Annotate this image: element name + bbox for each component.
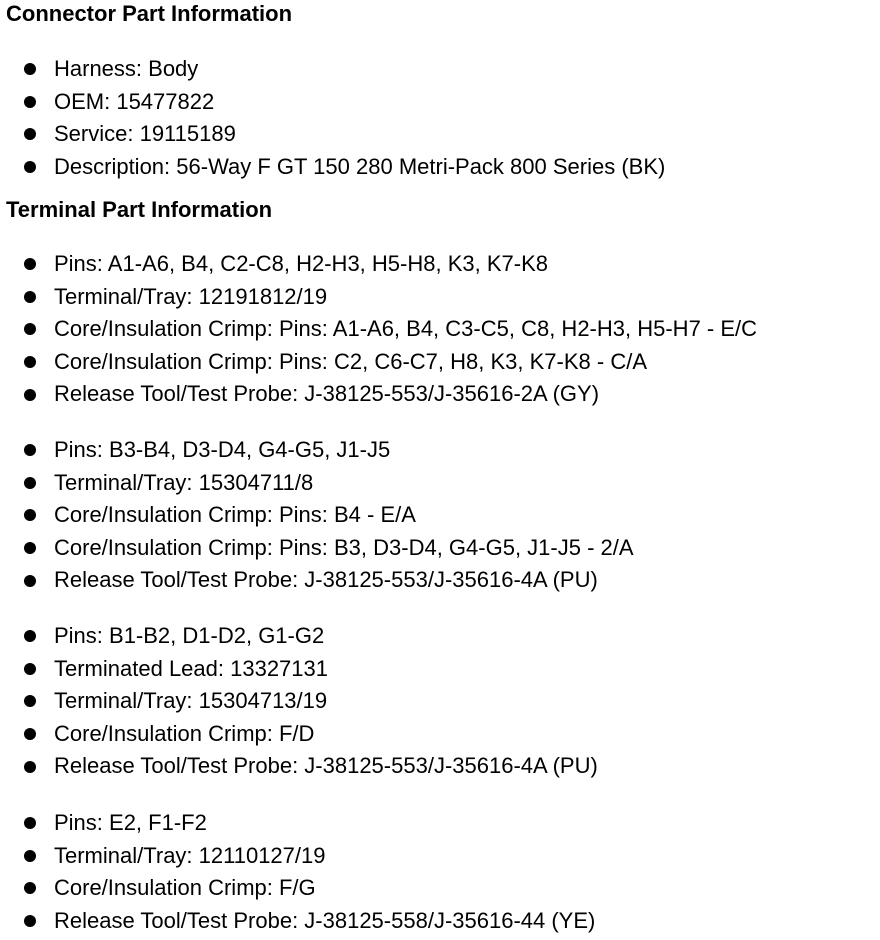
list-item-text: Release Tool/Test Probe: J-38125-558/J-35616-44 (YE) — [54, 907, 596, 933]
list-item-text: Core/Insulation Crimp: F/G — [54, 875, 316, 901]
list-item-text: Terminal/Tray: 15304711/8 — [54, 469, 314, 495]
list-item-text: Pins: A1-A6, B4, C2-C8, H2-H3, H5-H8, K3, K7-K8 — [54, 251, 548, 276]
bullet-icon — [24, 323, 36, 335]
list-item-text: Terminal/Tray: 12191812/19 — [54, 283, 328, 309]
list-item-text: Core/Insulation Crimp: Pins: B3, D3-D4, G4-G5, J1-J5 - 2/A — [54, 534, 634, 560]
bullet-icon — [24, 663, 36, 675]
list-item-text: Core/Insulation Crimp: Pins: A1-A6, B4, C3-C5, C8, H2-H3, H5-H7 - E/C — [54, 316, 758, 342]
list-item-text: Description: 56-Way F GT 150 280 Metri-Pack 800 Series (BK) — [54, 153, 666, 179]
bullet-icon — [24, 695, 36, 707]
bullet-icon — [24, 509, 36, 521]
bullet-icon — [24, 882, 36, 894]
bullet-icon — [24, 291, 36, 303]
list-item-text: Core/Insulation Crimp: Pins: C2, C6-C7, H8, K3, K7-K8 - C/A — [54, 348, 647, 374]
list-item-text: Pins: B1-B2, D1-D2, G1-G2 — [54, 623, 325, 648]
bullet-icon — [24, 258, 36, 270]
list-item-text: Service: 19115189 — [54, 121, 236, 147]
bullet-icon — [24, 356, 36, 368]
list-item-text: Release Tool/Test Probe: J-38125-553/J-35616-4A (PU) — [54, 753, 598, 779]
bullet-icon — [24, 728, 36, 740]
list-item-text: Pins: B3-B4, D3-D4, G4-G5, J1-J5 — [54, 437, 391, 462]
bullet-icon — [24, 128, 36, 140]
bullet-icon — [24, 630, 36, 642]
bullet-icon — [24, 444, 36, 456]
list-item-text: Terminal/Tray: 15304713/19 — [54, 688, 328, 714]
list-item-text: Release Tool/Test Probe: J-38125-553/J-35616-2A (GY) — [54, 381, 600, 407]
connector-heading: Connector Part Information — [6, 1, 293, 26]
bullet-icon — [24, 477, 36, 489]
terminal-heading: Terminal Part Information — [6, 197, 273, 222]
bullet-icon — [24, 63, 36, 75]
bullet-icon — [24, 96, 36, 108]
list-item-text: Core/Insulation Crimp: F/D — [54, 720, 315, 746]
bullet-icon — [24, 915, 36, 927]
list-item-text: Pins: E2, F1-F2 — [54, 810, 207, 835]
bullet-icon — [24, 389, 36, 401]
list-item-text: OEM: 15477822 — [54, 88, 215, 114]
list-item-text: Harness: Body — [54, 56, 199, 81]
list-item-text: Terminal/Tray: 12110127/19 — [54, 842, 326, 868]
bullet-icon — [24, 542, 36, 554]
bullet-icon — [24, 575, 36, 587]
list-item-text: Release Tool/Test Probe: J-38125-553/J-35616-4A (PU) — [54, 567, 598, 593]
list-item-text: Core/Insulation Crimp: Pins: B4 - E/A — [54, 502, 416, 528]
list-item-text: Terminated Lead: 13327131 — [54, 655, 328, 681]
bullet-icon — [24, 817, 36, 829]
bullet-icon — [24, 161, 36, 173]
bullet-icon — [24, 761, 36, 773]
bullet-icon — [24, 850, 36, 862]
